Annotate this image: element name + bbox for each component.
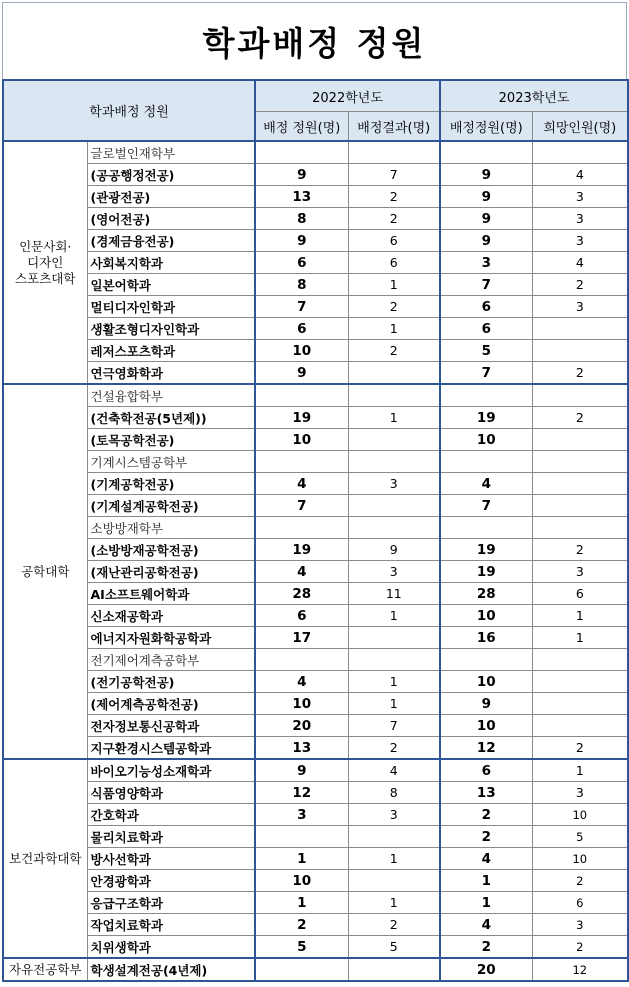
- result-2022-cell: 7: [348, 715, 440, 737]
- table-row: [3, 627, 628, 649]
- table-row: [3, 782, 628, 804]
- result-2022-cell: 11: [348, 583, 440, 605]
- result-2022-cell: [348, 495, 440, 517]
- table-row: [3, 362, 628, 385]
- assigned-2023-cell: [440, 384, 532, 407]
- assigned-2023-cell: 19: [440, 561, 532, 583]
- table-row: [3, 539, 628, 561]
- header-col-desired-2023: 희망인원(명): [532, 112, 628, 142]
- result-2022-cell: 1: [348, 693, 440, 715]
- assigned-2022-cell: 1: [255, 892, 348, 914]
- desired-2023-cell: [532, 649, 628, 671]
- college-name: [3, 141, 87, 384]
- assigned-2023-cell: 7: [440, 495, 532, 517]
- department-name: (제어계측공학전공): [87, 693, 255, 715]
- result-2022-cell: 8: [348, 782, 440, 804]
- assigned-2023-cell: 6: [440, 318, 532, 340]
- assigned-2023-cell: 1: [440, 870, 532, 892]
- assigned-2022-cell: 13: [255, 186, 348, 208]
- result-2022-cell: 1: [348, 848, 440, 870]
- table-row: [3, 583, 628, 605]
- table-row: [3, 649, 628, 671]
- result-2022-cell: 9: [348, 539, 440, 561]
- result-2022-cell: [348, 870, 440, 892]
- table-row: [3, 693, 628, 715]
- assigned-2023-cell: 5: [440, 340, 532, 362]
- division-name: 소방방재학부: [87, 517, 255, 539]
- result-2022-cell: 4: [348, 759, 440, 782]
- desired-2023-cell: 4: [532, 252, 628, 274]
- table-row: [3, 870, 628, 892]
- assigned-2023-cell: 10: [440, 605, 532, 627]
- table-row: [3, 230, 628, 252]
- assigned-2023-cell: 10: [440, 429, 532, 451]
- assigned-2022-cell: [255, 517, 348, 539]
- desired-2023-cell: 3: [532, 186, 628, 208]
- result-2022-cell: 2: [348, 737, 440, 760]
- department-name: 간호학과: [87, 804, 255, 826]
- assigned-2022-cell: 3: [255, 804, 348, 826]
- assigned-2022-cell: [255, 826, 348, 848]
- assigned-2023-cell: [440, 141, 532, 164]
- result-2022-cell: 1: [348, 407, 440, 429]
- result-2022-cell: 1: [348, 671, 440, 693]
- assigned-2023-cell: 13: [440, 782, 532, 804]
- result-2022-cell: [348, 627, 440, 649]
- result-2022-cell: 3: [348, 561, 440, 583]
- assigned-2023-cell: 19: [440, 407, 532, 429]
- department-name: AI소프트웨어학과: [87, 583, 255, 605]
- assigned-2023-cell: 4: [440, 848, 532, 870]
- assigned-2023-cell: 4: [440, 914, 532, 936]
- result-2022-cell: [348, 362, 440, 385]
- assigned-2023-cell: 28: [440, 583, 532, 605]
- result-2022-cell: 1: [348, 318, 440, 340]
- department-name: (소방방재공학전공): [87, 539, 255, 561]
- assigned-2022-cell: 4: [255, 473, 348, 495]
- desired-2023-cell: 3: [532, 208, 628, 230]
- assigned-2022-cell: 6: [255, 605, 348, 627]
- assigned-2023-cell: 9: [440, 230, 532, 252]
- table-row: [3, 517, 628, 539]
- assigned-2023-cell: 2: [440, 826, 532, 848]
- assigned-2022-cell: 9: [255, 230, 348, 252]
- assigned-2023-cell: 9: [440, 693, 532, 715]
- assigned-2022-cell: 1: [255, 848, 348, 870]
- table-row: [3, 164, 628, 186]
- header-year-2022: 2022학년도: [255, 80, 440, 112]
- desired-2023-cell: [532, 517, 628, 539]
- department-name: 신소재공학과: [87, 605, 255, 627]
- college-name-line: 공학대학: [21, 563, 70, 579]
- table-row: [3, 429, 628, 451]
- result-2022-cell: [348, 517, 440, 539]
- table-row: [3, 936, 628, 959]
- department-name: (기계공학전공): [87, 473, 255, 495]
- table-row: [3, 804, 628, 826]
- table-row: [3, 605, 628, 627]
- result-2022-cell: 3: [348, 473, 440, 495]
- assigned-2023-cell: 6: [440, 296, 532, 318]
- department-name: 바이오기능성소재학과: [87, 759, 255, 782]
- assigned-2022-cell: 10: [255, 693, 348, 715]
- department-name: (공공행정전공): [87, 164, 255, 186]
- result-2022-cell: 1: [348, 274, 440, 296]
- assigned-2023-cell: [440, 517, 532, 539]
- table-row: [3, 274, 628, 296]
- assigned-2023-cell: 6: [440, 759, 532, 782]
- assigned-2022-cell: 9: [255, 759, 348, 782]
- assigned-2022-cell: [255, 384, 348, 407]
- department-name: 에너지자원화학공학과: [87, 627, 255, 649]
- table-row: [3, 715, 628, 737]
- assigned-2022-cell: 10: [255, 870, 348, 892]
- result-2022-cell: 2: [348, 296, 440, 318]
- division-name: 기계시스템공학부: [87, 451, 255, 473]
- assigned-2022-cell: 10: [255, 340, 348, 362]
- result-2022-cell: [348, 958, 440, 981]
- college-name-line: 디자인: [27, 254, 64, 270]
- table-row: [3, 141, 628, 164]
- result-2022-cell: [348, 384, 440, 407]
- allocation-table: [2, 79, 629, 982]
- table-row: [3, 561, 628, 583]
- desired-2023-cell: 6: [532, 583, 628, 605]
- desired-2023-cell: 2: [532, 274, 628, 296]
- desired-2023-cell: [532, 340, 628, 362]
- header-col-assigned-2023: 배정정원(명): [440, 112, 532, 142]
- assigned-2023-cell: 12: [440, 737, 532, 760]
- spreadsheet-sheet: [2, 2, 627, 983]
- assigned-2022-cell: 13: [255, 737, 348, 760]
- assigned-2022-cell: 7: [255, 296, 348, 318]
- result-2022-cell: 2: [348, 340, 440, 362]
- table-row: [3, 208, 628, 230]
- department-name: 전자정보통신공학과: [87, 715, 255, 737]
- assigned-2023-cell: 1: [440, 892, 532, 914]
- table-row: [3, 759, 628, 782]
- assigned-2022-cell: 9: [255, 164, 348, 186]
- result-2022-cell: 3: [348, 804, 440, 826]
- result-2022-cell: 7: [348, 164, 440, 186]
- assigned-2022-cell: 8: [255, 208, 348, 230]
- desired-2023-cell: [532, 671, 628, 693]
- department-name: 식품영양학과: [87, 782, 255, 804]
- department-name: 물리치료학과: [87, 826, 255, 848]
- table-row: [3, 848, 628, 870]
- result-2022-cell: 2: [348, 914, 440, 936]
- division-name: 전기제어계측공학부: [87, 649, 255, 671]
- department-name: 방사선학과: [87, 848, 255, 870]
- assigned-2022-cell: [255, 451, 348, 473]
- table-row: [3, 318, 628, 340]
- desired-2023-cell: [532, 473, 628, 495]
- department-name: 일본어학과: [87, 274, 255, 296]
- division-name: 글로벌인재학부: [87, 141, 255, 164]
- assigned-2023-cell: 9: [440, 164, 532, 186]
- desired-2023-cell: 3: [532, 296, 628, 318]
- assigned-2023-cell: 2: [440, 936, 532, 959]
- desired-2023-cell: 3: [532, 230, 628, 252]
- desired-2023-cell: 1: [532, 627, 628, 649]
- title-cell: [2, 2, 627, 79]
- desired-2023-cell: 5: [532, 826, 628, 848]
- department-name: 작업치료학과: [87, 914, 255, 936]
- college-name-line: 인문사회·: [19, 238, 72, 254]
- assigned-2022-cell: 10: [255, 429, 348, 451]
- result-2022-cell: 6: [348, 252, 440, 274]
- table-row: [3, 186, 628, 208]
- assigned-2022-cell: 6: [255, 318, 348, 340]
- desired-2023-cell: 2: [532, 362, 628, 385]
- department-name: 레저스포츠학과: [87, 340, 255, 362]
- college-name: [3, 384, 87, 759]
- desired-2023-cell: [532, 318, 628, 340]
- assigned-2023-cell: 9: [440, 186, 532, 208]
- desired-2023-cell: 2: [532, 407, 628, 429]
- desired-2023-cell: [532, 495, 628, 517]
- assigned-2022-cell: 7: [255, 495, 348, 517]
- desired-2023-cell: 2: [532, 539, 628, 561]
- assigned-2023-cell: 16: [440, 627, 532, 649]
- table-row: [3, 451, 628, 473]
- assigned-2022-cell: 4: [255, 671, 348, 693]
- assigned-2023-cell: 3: [440, 252, 532, 274]
- table-row: [3, 384, 628, 407]
- result-2022-cell: 2: [348, 208, 440, 230]
- department-name: 멀티디자인학과: [87, 296, 255, 318]
- desired-2023-cell: 2: [532, 737, 628, 760]
- division-name: 건설융합학부: [87, 384, 255, 407]
- assigned-2023-cell: 20: [440, 958, 532, 981]
- department-name: 치위생학과: [87, 936, 255, 959]
- desired-2023-cell: [532, 141, 628, 164]
- department-name: 응급구조학과: [87, 892, 255, 914]
- department-name: (경제금융전공): [87, 230, 255, 252]
- table-row: [3, 671, 628, 693]
- result-2022-cell: [348, 826, 440, 848]
- department-name: (관광전공): [87, 186, 255, 208]
- department-name: 생활조형디자인학과: [87, 318, 255, 340]
- department-name: 사회복지학과: [87, 252, 255, 274]
- assigned-2022-cell: 8: [255, 274, 348, 296]
- desired-2023-cell: 3: [532, 782, 628, 804]
- desired-2023-cell: 3: [532, 561, 628, 583]
- page-title: 학과배정 정원: [202, 23, 427, 63]
- assigned-2022-cell: 20: [255, 715, 348, 737]
- department-name: 지구환경시스템공학과: [87, 737, 255, 760]
- assigned-2022-cell: 4: [255, 561, 348, 583]
- result-2022-cell: 1: [348, 605, 440, 627]
- desired-2023-cell: 4: [532, 164, 628, 186]
- department-name: (전기공학전공): [87, 671, 255, 693]
- desired-2023-cell: 6: [532, 892, 628, 914]
- table-row: [3, 340, 628, 362]
- desired-2023-cell: [532, 693, 628, 715]
- header-left-label: 학과배정 정원: [3, 80, 255, 141]
- table-row: [3, 407, 628, 429]
- desired-2023-cell: 1: [532, 759, 628, 782]
- assigned-2022-cell: 6: [255, 252, 348, 274]
- college-name-line: 스포츠대학: [15, 270, 76, 286]
- department-name: (영어전공): [87, 208, 255, 230]
- result-2022-cell: 6: [348, 230, 440, 252]
- result-2022-cell: [348, 649, 440, 671]
- header-row-years: [3, 80, 628, 112]
- assigned-2022-cell: [255, 141, 348, 164]
- desired-2023-cell: 3: [532, 914, 628, 936]
- college-name-line: 보건과학대학: [9, 850, 82, 866]
- college-name: [3, 759, 87, 958]
- assigned-2022-cell: [255, 958, 348, 981]
- assigned-2023-cell: 10: [440, 671, 532, 693]
- assigned-2023-cell: 19: [440, 539, 532, 561]
- assigned-2022-cell: 17: [255, 627, 348, 649]
- table-row: [3, 892, 628, 914]
- department-name: 안경광학과: [87, 870, 255, 892]
- result-2022-cell: 5: [348, 936, 440, 959]
- desired-2023-cell: 2: [532, 870, 628, 892]
- assigned-2023-cell: 7: [440, 362, 532, 385]
- desired-2023-cell: 10: [532, 804, 628, 826]
- table-row: [3, 473, 628, 495]
- table-row: [3, 914, 628, 936]
- assigned-2023-cell: [440, 451, 532, 473]
- result-2022-cell: [348, 141, 440, 164]
- assigned-2022-cell: 19: [255, 407, 348, 429]
- assigned-2023-cell: 9: [440, 208, 532, 230]
- college-name-line: 자유전공학부: [9, 961, 82, 977]
- header-col-result-2022: 배정결과(명): [348, 112, 440, 142]
- department-name: (기계설계공학전공): [87, 495, 255, 517]
- desired-2023-cell: 12: [532, 958, 628, 981]
- assigned-2023-cell: 7: [440, 274, 532, 296]
- assigned-2023-cell: 10: [440, 715, 532, 737]
- table-row: [3, 826, 628, 848]
- table-row: [3, 296, 628, 318]
- department-name: (재난관리공학전공): [87, 561, 255, 583]
- table-row: [3, 252, 628, 274]
- desired-2023-cell: [532, 715, 628, 737]
- department-name: 학생설계전공(4년제): [87, 958, 255, 981]
- desired-2023-cell: 10: [532, 848, 628, 870]
- assigned-2022-cell: [255, 649, 348, 671]
- desired-2023-cell: 2: [532, 936, 628, 959]
- assigned-2022-cell: 12: [255, 782, 348, 804]
- assigned-2022-cell: 2: [255, 914, 348, 936]
- header-year-2023: 2023학년도: [440, 80, 628, 112]
- assigned-2022-cell: 5: [255, 936, 348, 959]
- college-name: [3, 958, 87, 981]
- assigned-2022-cell: 28: [255, 583, 348, 605]
- result-2022-cell: [348, 429, 440, 451]
- table-body: [3, 141, 628, 981]
- assigned-2023-cell: 4: [440, 473, 532, 495]
- assigned-2023-cell: [440, 649, 532, 671]
- table-row: [3, 495, 628, 517]
- desired-2023-cell: [532, 429, 628, 451]
- header-col-assigned-2022: 배정 정원(명): [255, 112, 348, 142]
- department-name: 연극영화학과: [87, 362, 255, 385]
- desired-2023-cell: [532, 451, 628, 473]
- assigned-2022-cell: 9: [255, 362, 348, 385]
- department-name: (토목공학전공): [87, 429, 255, 451]
- result-2022-cell: 1: [348, 892, 440, 914]
- table-row: [3, 737, 628, 760]
- department-name: (건축학전공(5년제)): [87, 407, 255, 429]
- table-row: [3, 958, 628, 981]
- desired-2023-cell: 1: [532, 605, 628, 627]
- desired-2023-cell: [532, 384, 628, 407]
- assigned-2022-cell: 19: [255, 539, 348, 561]
- result-2022-cell: [348, 451, 440, 473]
- assigned-2023-cell: 2: [440, 804, 532, 826]
- result-2022-cell: 2: [348, 186, 440, 208]
